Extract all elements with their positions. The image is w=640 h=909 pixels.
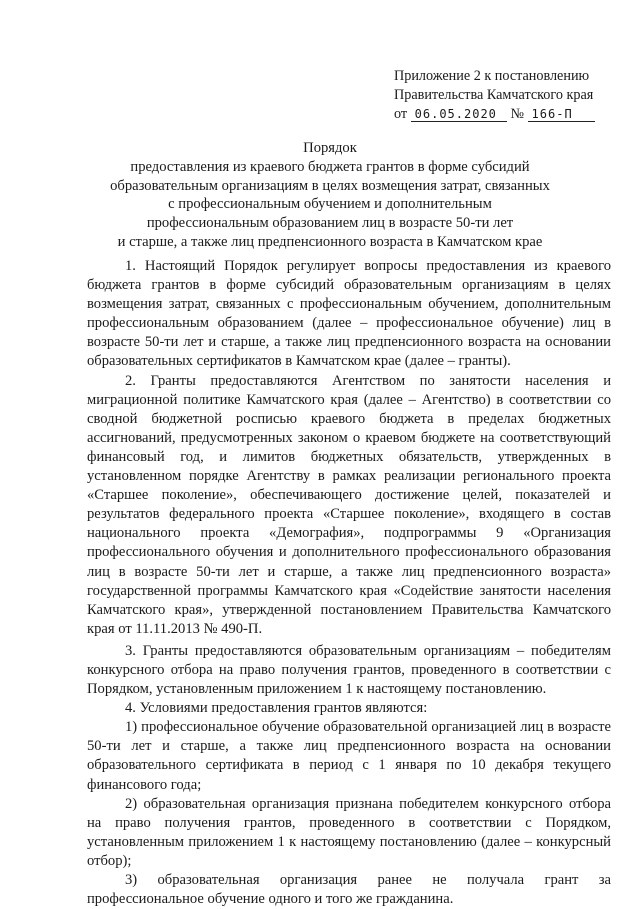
appendix-line-2: Правительства Камчатского края <box>394 87 594 103</box>
condition-1: 1) профессиональное обучение образовательной организацией лиц в возрасте 50-ти лет и старше, а также лиц предпенсионного возраста на основании образовательного сертификата в период с 1 января по 10 декабря текущего финансового года; <box>87 719 611 793</box>
appendix-date-line <box>394 105 624 124</box>
title-line: с профессиональным обучением и дополнительным <box>168 196 492 213</box>
paragraph-3: 3. Гранты предоставляются образовательным организациям – победителям конкурсного отбора на право получения грантов, проведенного в соответствии с Порядком, установленным приложением 1 к настоящему постановлению. <box>87 642 611 698</box>
appendix-block <box>394 67 624 124</box>
title-line: образовательным организациям в целях возмещения затрат, связанных <box>110 177 550 194</box>
resolution-number: 166-П <box>528 107 595 122</box>
title-line: и старше, а также лиц предпенсионного возраста в Камчатском крае <box>117 233 543 250</box>
number-sign: № <box>510 106 524 122</box>
title-line: профессиональным образованием лиц в возрасте 50-ти лет <box>146 215 514 232</box>
document-body <box>87 257 611 909</box>
paragraph-4: 4. Условиями предоставления грантов являются: <box>125 700 428 717</box>
date-prefix: от <box>394 106 408 122</box>
title-heading: Порядок <box>303 140 357 156</box>
document-title <box>80 139 580 252</box>
paragraph-2: 2. Гранты предоставляются Агентством по занятости населения и миграционной политике Камчатского края (далее – Агентство) в соответствии со сводной бюджетной росписью краевого бюджета в пределах бюджетных ассигнований, предусмотренных законом о краевом бюджете на соответствующий финансовый год, и лимитов бюджетных обязательств, утвержденных в установленном порядке Агентству в рамках реализации регионального проекта «Старшее поколение», обеспечивающего достижение целей, показателей и результатов федерального проекта «Старшее поколение», входящего в состав национального проекта «Демография», подпрограммы 9 «Организация профессионального обучения и дополнительного профессионального образования лиц в возрасте 50-ти лет и старше, а также лиц предпенсионного возраста» государственной программы Камчатского края «Содействие занятости населения Камчатского края», утвержденной постановлением Правительства Камчатского края от 11.11.2013 № 490-П. <box>87 372 611 637</box>
resolution-date: 06.05.2020 <box>411 107 507 122</box>
paragraph-1: 1. Настоящий Порядок регулирует вопросы предоставления из краевого бюджета грантов в форме субсидий образовательным организациям в целях возмещения затрат, связанных с профессиональным обучением, дополнительным профессиональным образованием (далее – профессиональное обучение) лиц в возрасте 50-ти лет и старше, а также лиц предпенсионного возраста на основании образовательных сертификатов в Камчатском крае (далее – гранты). <box>87 258 611 370</box>
appendix-line-1: Приложение 2 к постановлению <box>394 68 590 84</box>
condition-3: 3) образовательная организация ранее не получала грант за профессиональное обучение одного и того же гражданина. <box>87 872 611 908</box>
title-line: предоставления из краевого бюджета грантов в форме субсидий <box>130 158 530 175</box>
condition-2: 2) образовательная организация признана победителем конкурсного отбора на право получения грантов, проведенного в соответствии с Порядком, установленным приложением 1 к настоящему постановлению (далее – конкурсный отбор); <box>87 795 611 869</box>
